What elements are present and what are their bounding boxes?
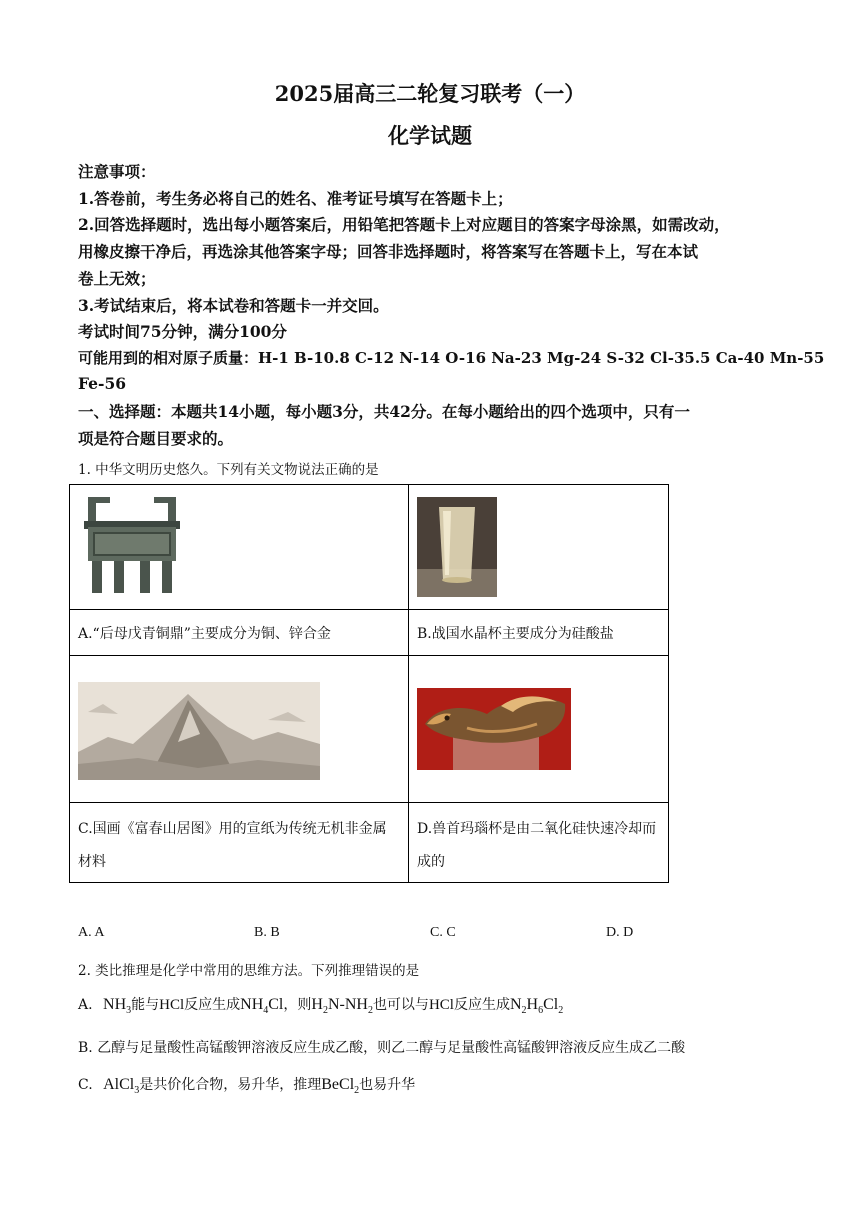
exam-subtitle: 化学试题 xyxy=(388,123,472,148)
formula-becl2: BeCl$_2$ xyxy=(321,1076,360,1097)
landscape-painting-image xyxy=(78,682,320,780)
option-cell-d xyxy=(409,803,669,883)
choice-b: B. B xyxy=(254,925,280,940)
question-2-option-c: C. AlCl$_3$是共价化合物，易升华，推理BeCl$_2$也易升华 xyxy=(78,1076,416,1097)
notice-item-3: 3.考试结束后，将本试卷和答题卡一并交回。 xyxy=(78,296,389,315)
option-a-text: A.“后母戊青铜鼎”主要成分为铜、锌合金 xyxy=(78,626,331,642)
choice-a: A. A xyxy=(78,925,105,940)
exam-time: 考试时间75分钟，满分100分 xyxy=(78,322,287,341)
choice-d: D. D xyxy=(606,925,634,940)
formula-nh4cl: $NH_4Cl$ xyxy=(240,996,284,1017)
image-cell-a xyxy=(70,485,409,610)
question-2-option-b: B. 乙醇与足量酸性高锰酸钾溶液反应生成乙酸，则乙二醇与足量酸性高锰酸钾溶液反应生成乙二酸 xyxy=(78,1040,686,1056)
image-cell-d xyxy=(409,656,669,803)
formula-hcl: HCl xyxy=(159,997,185,1013)
image-cell-c xyxy=(70,656,409,803)
formula-n2h6cl2: $N_2H_6Cl_2$ xyxy=(509,996,564,1017)
question-1-stem: 1. 中华文明历史悠久。下列有关文物说法正确的是 xyxy=(78,462,379,478)
atomic-masses-line-2: Fe-56 xyxy=(78,374,127,393)
section-heading-line-1: 一、选择题：本题共14小题，每小题3分，共42分。在每小题给出的四个选项中，只有一 xyxy=(78,402,690,421)
formula-alcl3: AlCl$_3$ xyxy=(103,1076,140,1097)
option-c-text: C.国画《富春山居图》用的宣纸为传统无机非金属材料 xyxy=(78,821,387,870)
question-2-stem: 2. 类比推理是化学中常用的思维方法。下列推理错误的是 xyxy=(78,963,420,979)
question-2-option-a: A. $NH_3$能与HCl反应生成$NH_4Cl$，则$H_2N-NH_2$也可以与HCl反应生成$N_2H_6Cl_2$ xyxy=(78,996,564,1017)
crystal-cup-image xyxy=(417,497,497,597)
formula-nh3: $NH_3$ xyxy=(103,996,132,1017)
option-d-text: D.兽首玛瑙杯是由二氧化硅快速冷却而成的 xyxy=(417,821,657,870)
notice-item-2-line-1: 2.回答选择题时，选出每小题答案后，用铅笔把答题卡上对应题目的答案字母涂黑，如需改动， xyxy=(78,215,730,234)
bronze-ding-image xyxy=(84,497,180,595)
notice-item-2-line-3: 卷上无效； xyxy=(78,269,156,288)
atomic-masses-line-1: 可能用到的相对原子质量：H-1 B-10.8 C-12 N-14 O-16 Na-23 Mg-24 S-32 Cl-35.5 Ca-40 Mn-55 xyxy=(78,349,825,367)
option-c-label: C. xyxy=(78,1077,93,1093)
option-cell-c xyxy=(70,803,409,883)
formula-hcl-2: HCl xyxy=(428,997,454,1013)
image-cell-b xyxy=(409,485,669,610)
formula-hydrazine: $H_2N-NH_2$ xyxy=(311,996,373,1017)
option-cell-b xyxy=(409,610,669,656)
option-a-label: A. xyxy=(78,997,93,1013)
exam-title: 2025届高三二轮复习联考（一） xyxy=(274,81,586,106)
notice-item-1: 1.答卷前，考生务必将自己的姓名、准考证号填写在答题卡上； xyxy=(78,189,513,208)
notice-heading: 注意事项： xyxy=(78,162,156,181)
notice-item-2-line-2: 用橡皮擦干净后，再选涂其他答案字母；回答非选择题时，将答案写在答题卡上，写在本试 xyxy=(78,242,699,261)
choice-c: C. C xyxy=(430,925,456,940)
option-cell-a xyxy=(70,610,409,656)
section-heading-line-2: 项是符合题目要求的。 xyxy=(78,429,234,448)
option-b-text: B.战国水晶杯主要成分为硅酸盐 xyxy=(417,626,614,642)
question-1-table xyxy=(69,484,669,883)
agate-rhyton-image xyxy=(417,688,571,770)
